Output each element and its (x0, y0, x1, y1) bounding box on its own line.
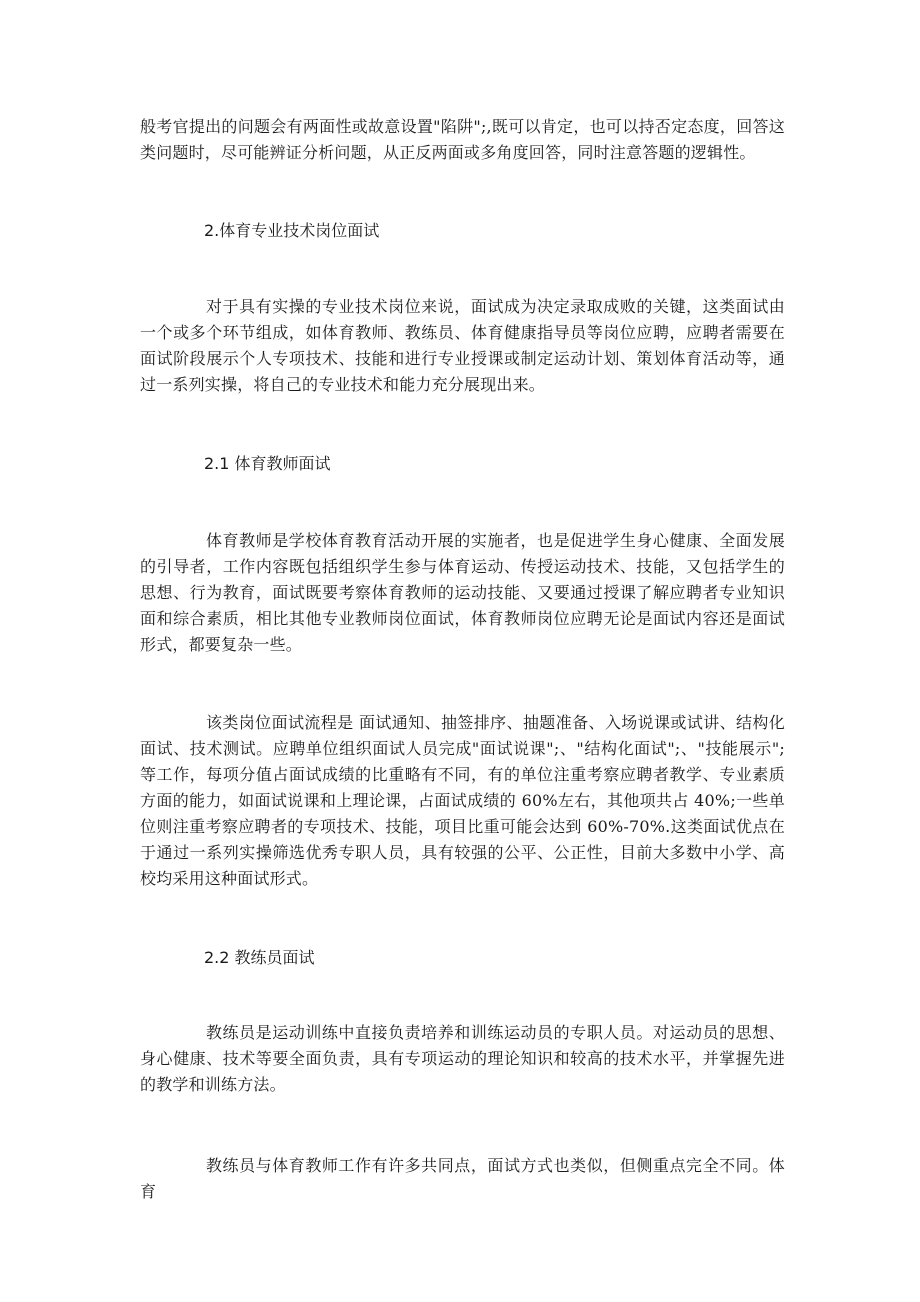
paragraph-section-2-2-b: 教练员与体育教师工作有许多共同点，面试方式也类似，但侧重点完全不同。体育 (140, 1156, 785, 1201)
section-heading-2: 2.体育专业技术岗位面试 (204, 221, 380, 240)
subsection-heading-2-1: 2.1 体育教师面试 (204, 454, 331, 473)
paragraph-section-2-1-b: 该类岗位面试流程是 面试通知、抽签排序、抽题准备、入场说课或试讲、结构化面试、技术测试。应聘单位组织面试人员完成"面试说课";、"结构化面试";、"技能展示";等工作，每项分值占面试成绩的比重略有不同，有的单位注重考察应聘者教学、专业素质方面的能力，如面试说课和上理论课，占面试成绩的 60%左右，其他项共占 40%;一些单位则注重考察应聘者的专项技术、技能，项目比重可能会达到 60%-70%.这类面试优点在于通过一系列实操筛选优秀专职人员，具有较强的公平、公正性，目前大多数中小学、高校均采用这种面试形式。 (140, 713, 785, 888)
paragraph-intro: 般考官提出的问题会有两面性或故意设置"陷阱";,既可以肯定，也可以持否定态度，回答这类问题时，尽可能辨证分析问题，从正反两面或多角度回答，同时注意答题的逻辑性。 (140, 117, 785, 162)
paragraph-section-2-2-a: 教练员是运动训练中直接负责培养和训练运动员的专职人员。对运动员的思想、身心健康、技术等要全面负责，具有专项运动的理论知识和较高的技术水平，并掌握先进的教学和训练方法。 (140, 1023, 785, 1094)
paragraph-section-2-1-a: 体育教师是学校体育教育活动开展的实施者，也是促进学生身心健康、全面发展的引导者，工作内容既包括组织学生参与体育运动、传授运动技术、技能，又包括学生的思想、行为教育，面试既要考察体育教师的运动技能、又要通过授课了解应聘者专业知识面和综合素质，相比其他专业教师岗位面试，体育教师岗位应聘无论是面试内容还是面试形式，都要复杂一些。 (140, 531, 785, 654)
paragraph-section-2: 对于具有实操的专业技术岗位来说，面试成为决定录取成败的关键，这类面试由一个或多个环节组成，如体育教师、教练员、体育健康指导员等岗位应聘，应聘者需要在面试阶段展示个人专项技术、技能和进行专业授课或制定运动计划、策划体育活动等，通过一系列实操，将自己的专业技术和能力充分展现出来。 (140, 297, 785, 394)
subsection-heading-2-2: 2.2 教练员面试 (204, 948, 315, 967)
